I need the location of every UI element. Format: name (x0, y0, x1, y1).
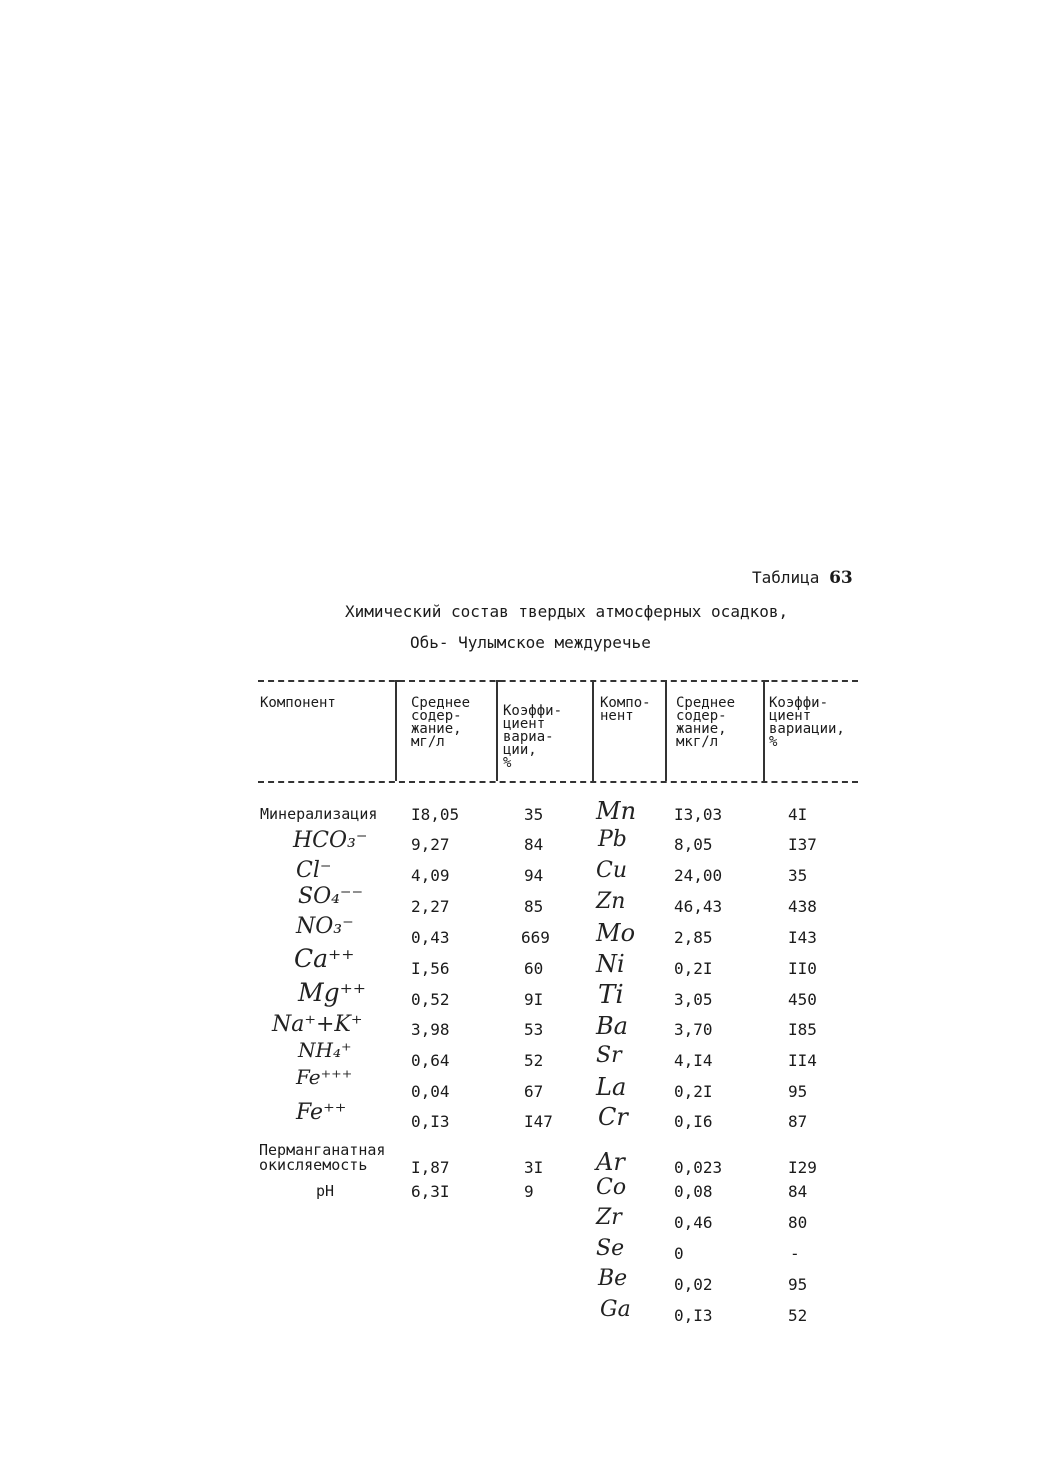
mean-value: I3,03 (674, 805, 723, 824)
mean-value: 3,70 (674, 1020, 713, 1039)
element-name: Cu (596, 858, 628, 883)
element-name: Mo (596, 919, 636, 947)
mean-value: 0,I3 (674, 1306, 713, 1325)
element-name: Zr (596, 1205, 622, 1230)
coef-value: 84 (788, 1182, 808, 1201)
mean-value: 0,I6 (674, 1112, 713, 1131)
element-name: Sr (596, 1043, 622, 1068)
component-name: NO₃⁻ (296, 914, 354, 939)
coef-value: I37 (788, 835, 817, 854)
mean-value: 0,02 (674, 1275, 713, 1294)
coef-value: 669 (521, 928, 550, 947)
mean-value: 8,05 (674, 835, 713, 854)
mean-value: 0,023 (674, 1158, 723, 1177)
component-name: Перманганатная окисляемость (259, 1141, 386, 1174)
mean-value: 0,64 (411, 1051, 450, 1070)
mean-value: 0,I3 (411, 1112, 450, 1131)
mean-value: I,56 (411, 959, 450, 978)
column-divider-2-hook (496, 680, 502, 682)
component-name: Mg⁺⁺ (298, 978, 366, 1007)
component-name: Fe⁺⁺ (296, 1100, 347, 1125)
coef-value: I47 (524, 1112, 553, 1131)
coef-value: I43 (788, 928, 817, 947)
mean-value: 0,2I (674, 1082, 713, 1101)
coef-value: 3I (524, 1158, 544, 1177)
mean-value: 3,05 (674, 990, 713, 1009)
coef-value: 35 (524, 805, 544, 824)
header-bottom-rule (258, 781, 858, 783)
header-mean-right: Среднее содер- жание, мкг/л (676, 695, 736, 750)
coef-value: 9I (524, 990, 544, 1009)
column-divider-1 (395, 680, 397, 781)
column-divider-3 (592, 680, 594, 781)
header-coef-left: Коэффи- циент вариа- ции, % (503, 703, 563, 771)
column-divider-4 (665, 680, 667, 781)
header-component-left: Компонент (260, 695, 336, 711)
mean-value: 0,46 (674, 1213, 713, 1232)
mean-value: 4,I4 (674, 1051, 713, 1070)
coef-value: II4 (788, 1051, 817, 1070)
component-name: Ca⁺⁺ (294, 944, 355, 973)
coef-value: 95 (788, 1082, 808, 1101)
header-component-right: Компо- нент (600, 695, 651, 724)
component-name: pH (316, 1182, 335, 1200)
mean-value: I,87 (411, 1158, 450, 1177)
column-divider-1-hook (395, 680, 401, 682)
element-name: Ni (596, 950, 625, 978)
mean-value: 0,2I (674, 959, 713, 978)
column-divider-2 (496, 680, 498, 781)
coef-value: - (790, 1244, 800, 1263)
mean-value: 9,27 (411, 835, 450, 854)
coef-value: 4I (788, 805, 808, 824)
coef-value: 35 (788, 866, 808, 885)
coef-value: 52 (524, 1051, 544, 1070)
component-name: HCO₃⁻ (293, 828, 368, 853)
header-mean-left: Среднее содер- жание, мг/л (411, 695, 471, 750)
element-name: Mn (596, 797, 637, 825)
coef-value: 85 (524, 897, 544, 916)
element-name: La (596, 1073, 627, 1101)
table-label-word: Таблица (752, 568, 820, 587)
mean-value: 6,3I (411, 1182, 450, 1201)
mean-value: 4,09 (411, 866, 450, 885)
element-name: Ga (600, 1297, 631, 1322)
coef-value: II0 (788, 959, 817, 978)
element-name: Ti (598, 980, 624, 1010)
column-divider-5-hook (763, 680, 769, 682)
mean-value: 24,00 (674, 866, 723, 885)
mean-value: 0,04 (411, 1082, 450, 1101)
coef-value: I29 (788, 1158, 817, 1177)
header-coef-right: Коэффи- циент вариации, % (769, 695, 845, 750)
coef-value: 438 (788, 897, 817, 916)
component-name: Na⁺+K⁺ (272, 1012, 363, 1037)
coef-value: 9 (524, 1182, 534, 1201)
coef-value: 60 (524, 959, 544, 978)
table-title-line-2: Обь- Чулымское междуречье (410, 633, 651, 652)
element-name: Co (596, 1175, 627, 1200)
element-name: Pb (598, 827, 627, 852)
component-name: Cl⁻ (296, 858, 332, 883)
mean-value: I8,05 (411, 805, 460, 824)
coef-value: I85 (788, 1020, 817, 1039)
element-name: Cr (598, 1103, 628, 1131)
mean-value: 0 (674, 1244, 684, 1263)
component-name: NH₄⁺ (298, 1038, 352, 1062)
element-name: Be (598, 1266, 628, 1291)
coef-value: 94 (524, 866, 544, 885)
element-name: Zn (596, 889, 626, 914)
mean-value: 2,85 (674, 928, 713, 947)
mean-value: 46,43 (674, 897, 723, 916)
column-divider-5 (763, 680, 765, 781)
mean-value: 0,08 (674, 1182, 713, 1201)
coef-value: 52 (788, 1306, 808, 1325)
coef-value: 95 (788, 1275, 808, 1294)
coef-value: 450 (788, 990, 817, 1009)
table-title-line-1: Химический состав твердых атмосферных осадков, (345, 602, 789, 621)
coef-value: 53 (524, 1020, 544, 1039)
component-name: Минерализация (260, 805, 378, 823)
coef-value: 80 (788, 1213, 808, 1232)
coef-value: 67 (524, 1082, 544, 1101)
mean-value: 3,98 (411, 1020, 450, 1039)
element-name: Ar (596, 1148, 625, 1176)
coef-value: 87 (788, 1112, 808, 1131)
component-name: SO₄⁻⁻ (298, 884, 364, 909)
element-name: Se (596, 1236, 625, 1261)
table-number: 63 (829, 568, 853, 588)
element-name: Ba (596, 1012, 628, 1040)
table-label (752, 568, 853, 588)
mean-value: 0,43 (411, 928, 450, 947)
mean-value: 0,52 (411, 990, 450, 1009)
coef-value: 84 (524, 835, 544, 854)
mean-value: 2,27 (411, 897, 450, 916)
component-name: Fe⁺⁺⁺ (296, 1065, 353, 1089)
